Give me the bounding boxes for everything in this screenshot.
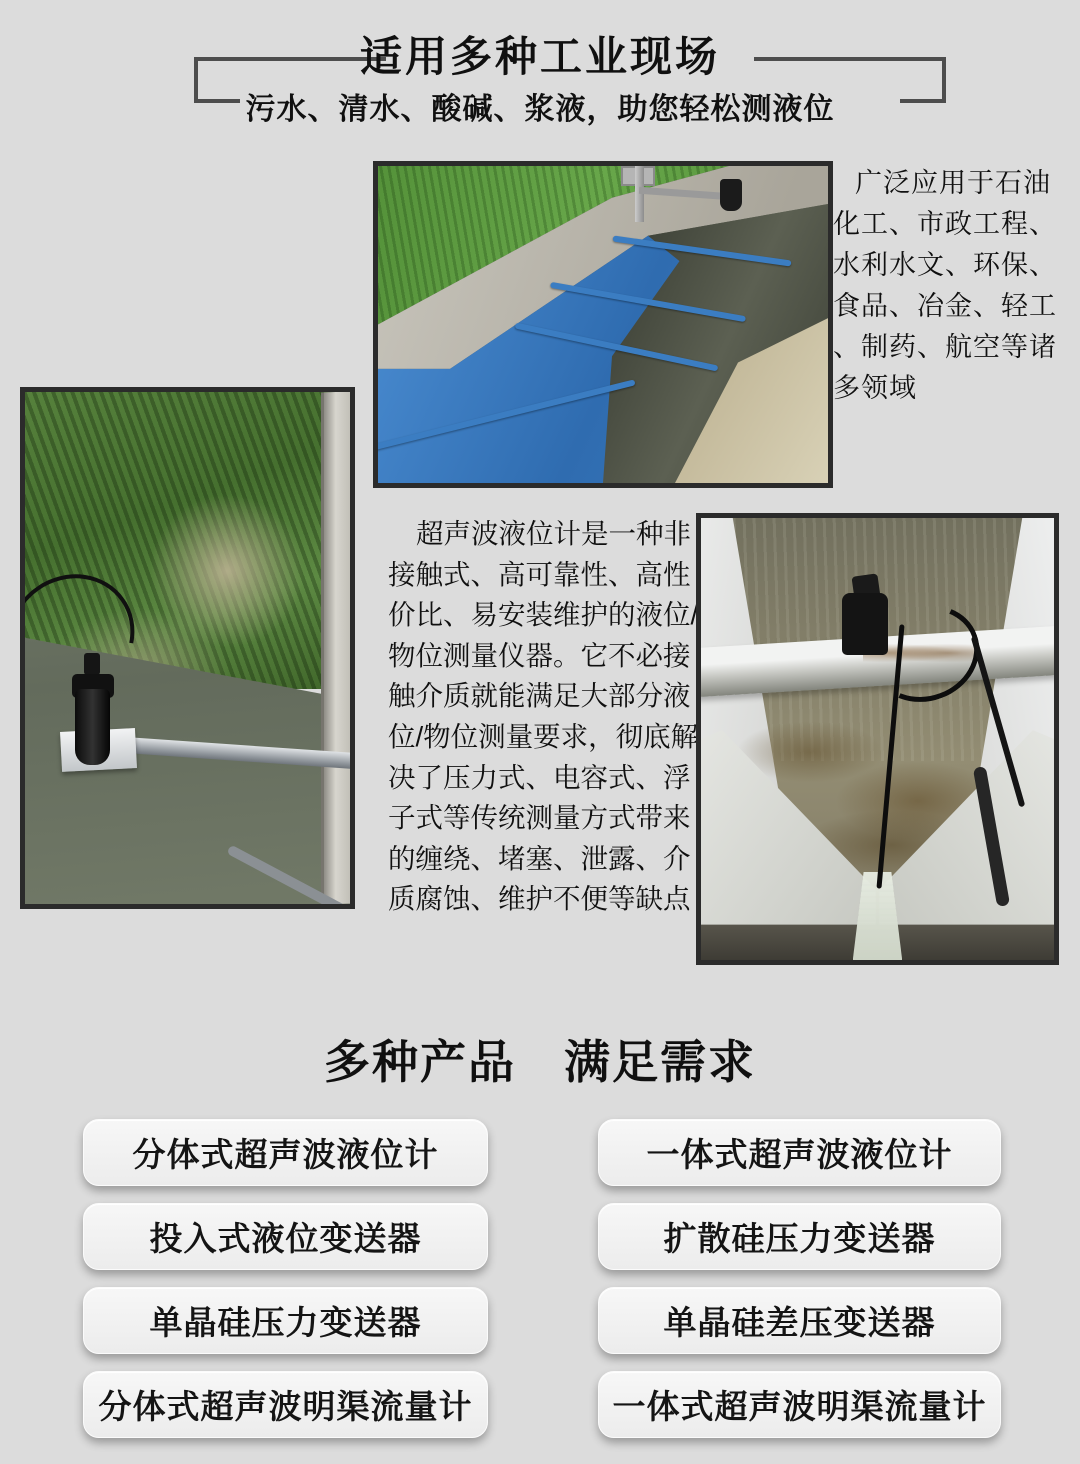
ultrasonic-sensor	[75, 689, 110, 765]
application-paragraph: 广泛应用于石油化工、市政工程、水利水文、环保、食品、冶金、轻工、制药、航空等诸多领域	[833, 168, 1057, 403]
product-button-monocrystalline-silicon-pressure-transmitter[interactable]: 单晶硅压力变送器	[83, 1287, 488, 1354]
product-button-integrated-ultrasonic-level-meter[interactable]: 一体式超声波液位计	[598, 1119, 1001, 1186]
ultrasonic-sensor	[720, 179, 742, 211]
product-button-monocrystalline-silicon-dp-transmitter[interactable]: 单晶硅差压变送器	[598, 1287, 1001, 1354]
product-button-split-ultrasonic-open-channel-flowmeter[interactable]: 分体式超声波明渠流量计	[83, 1371, 488, 1438]
concrete-pillar	[321, 391, 350, 904]
product-button-submersible-level-transmitter[interactable]: 投入式液位变送器	[83, 1203, 488, 1270]
sensor-cable-gland	[84, 653, 100, 675]
page-title: 适用多种工业现场	[359, 33, 720, 80]
ultrasonic-sensor	[842, 593, 888, 655]
product-button-split-ultrasonic-level-meter[interactable]: 分体式超声波液位计	[83, 1119, 488, 1186]
products-section-title: 多种产品 满足需求	[324, 1036, 756, 1088]
river-sensor-photo	[20, 387, 355, 909]
page-subtitle: 污水、清水、酸碱、浆液，助您轻松测液位	[245, 93, 835, 126]
product-button-diffused-silicon-pressure-transmitter[interactable]: 扩散硅压力变送器	[598, 1203, 1001, 1270]
flume-channel-photo	[373, 161, 833, 488]
product-buttons-grid	[83, 1119, 1001, 1438]
product-button-integrated-ultrasonic-open-channel-flowmeter[interactable]: 一体式超声波明渠流量计	[598, 1371, 1001, 1438]
weir-channel-photo	[696, 513, 1059, 965]
description-paragraph: 超声波液位计是一种非接触式、高可靠性、高性价比、易安装维护的液位/物位测量仪器。它不必接触介质就能满足大部分液位/物位测量要求，彻底解决了压力式、电容式、浮子式等传统测量方式带来的缠绕、堵塞、泄露、介质腐蚀、维护不便等缺点	[388, 518, 699, 915]
